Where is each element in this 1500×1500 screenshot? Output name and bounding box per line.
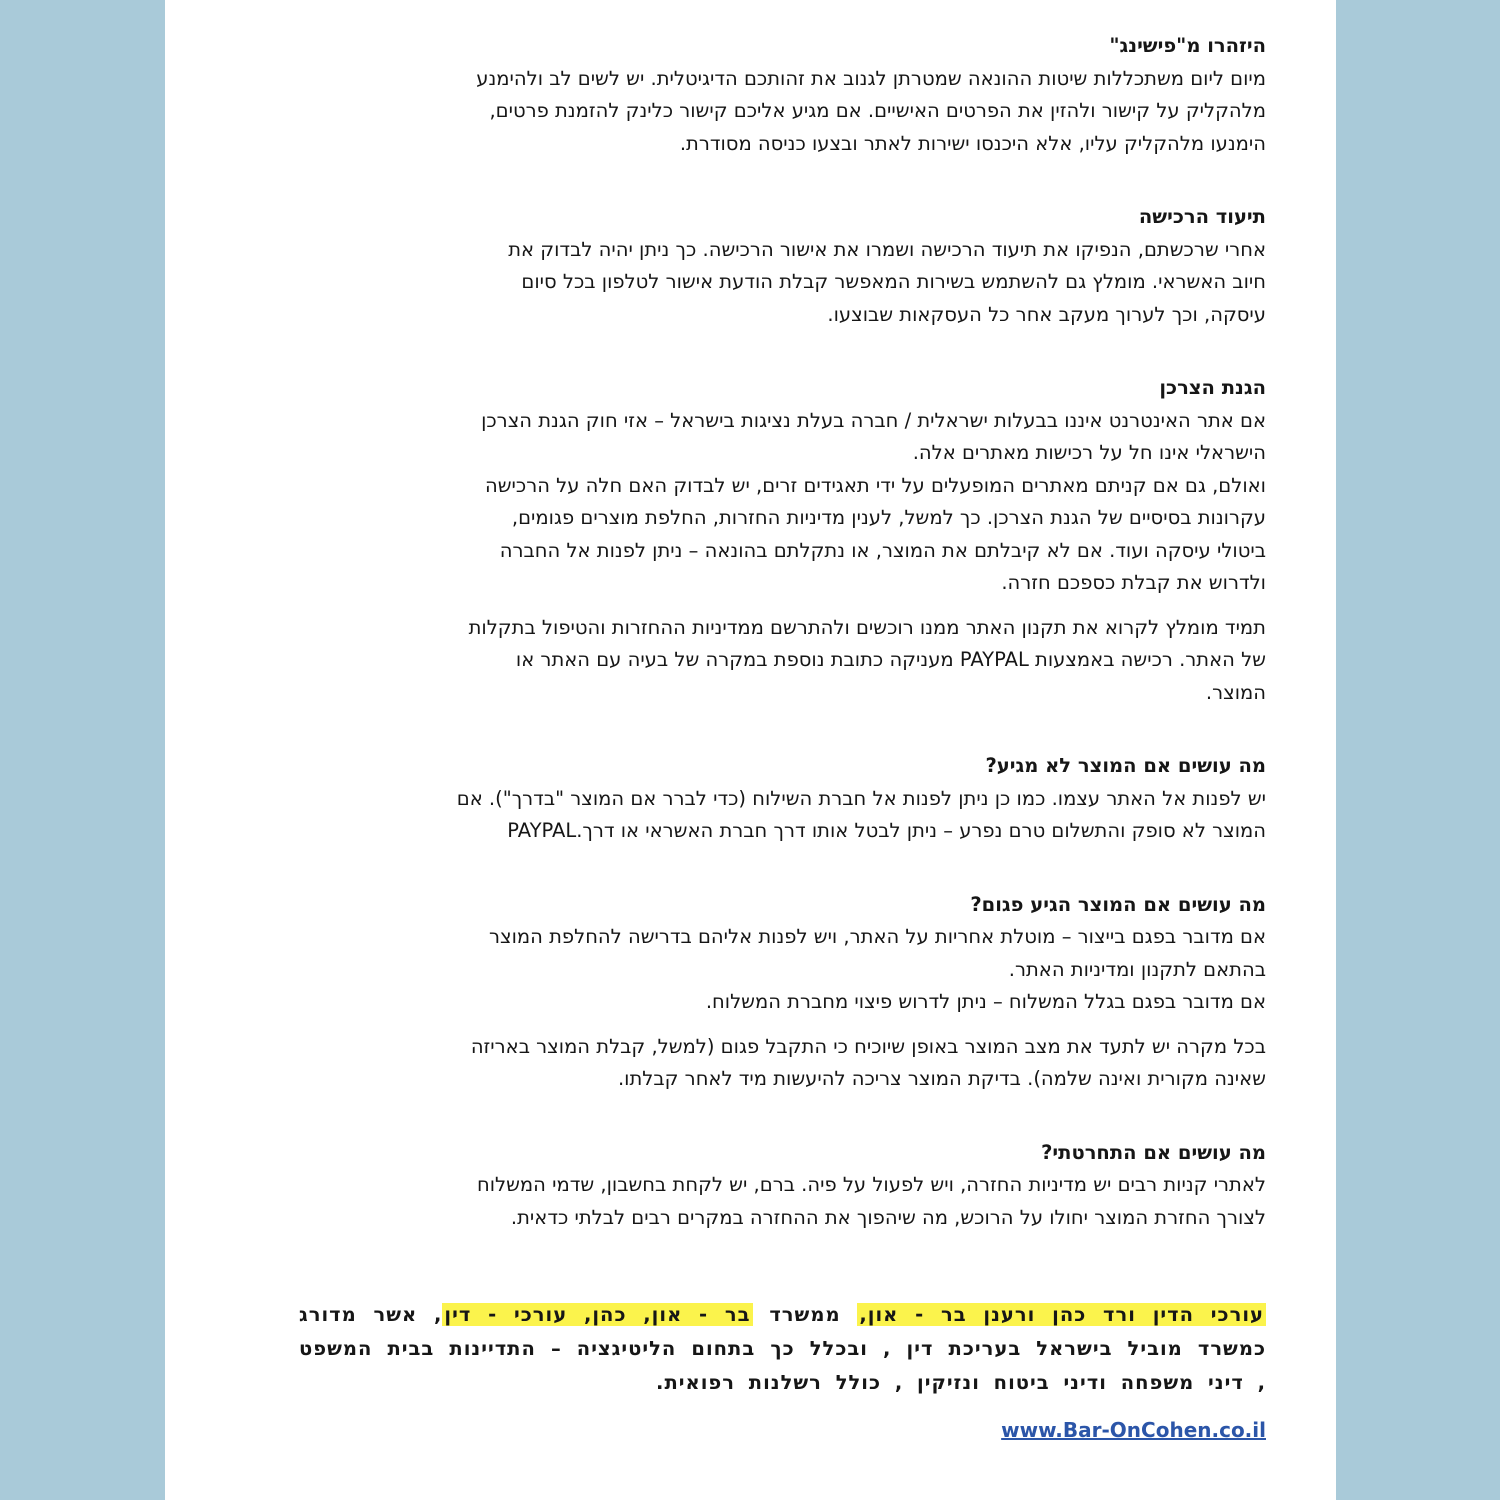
paragraph-line: של האתר. רכישה באמצעות PAYPAL מעניקה כתובת נוספת במקרה של בעיה עם האתר או [515,648,1266,671]
section-heading: מה עושים אם המוצר הגיע פגום? [970,892,1266,916]
section-consumer-protection [299,372,1266,709]
section-heading: תיעוד הרכישה [1138,205,1266,228]
section-product-damaged [299,889,1266,1096]
section-heading: הגנת הצרכן [1159,376,1266,399]
paragraph-line: עיסקה, וכך לערוך מעקב אחר כל העסקאות שבוצעו. [827,302,1266,326]
paragraph-line: ביטולי עיסקה ועוד. אם לא קיבלתם את המוצר, או נתקלתם בהונאה – ניתן לפנות אל החברה [499,538,1266,562]
highlight-lawyers-names: עורכי הדין ורד כהן ורענן בר - און, [859,1303,1264,1326]
paragraph-line: ואולם, גם אם קניתם מאתרים המופעלים על ידי תאגידים זרים, יש לבדוק האם חלה על הרכישה [484,473,1266,497]
document-page [165,0,1336,1500]
paragraph-line: הישראלי אינו חל על רכישות מאתרים אלה. [912,441,1266,464]
section-heading: היזהרו מ"פישינג" [1109,34,1266,57]
paragraph-line: אם מדובר בפגם בגלל המשלוח – ניתן לדרוש פיצוי מחברת המשלוח. [705,990,1266,1013]
paragraph-line: אם אתר האינטרנט איננו בבעלות ישראלית / חברה בעלת נציגות בישראל – אזי חוק הגנת הצרכן [481,408,1266,432]
paragraph-line: חיוב האשראי. מומלץ גם להשתמש בשירות המאפשר קבלת הודעת אישור לטלפון בכל סיום [521,270,1266,293]
section-heading: מה עושים אם התחרטתי? [1041,1140,1266,1164]
footer-text: , אשר מדורג כמשרד מוביל בישראל בעריכת דין , ובכלל כך בתחום הליטיגציה – התדיינות בבית המשפט , דיני משפחה ודיני ביטוח ונזיקין , כולל רשלנות רפואית. [299,1303,1266,1394]
paragraph-line: בכל מקרה יש לתעד את מצב המוצר באופן שיוכיח כי התקבל פגום (למשל, קבלת המוצר באריזה [470,1034,1266,1058]
paragraph-line: ולדרוש את קבלת כספכם חזרה. [1001,571,1266,594]
paragraph-line: עקרונות בסיסיים של הגנת הצרכן. כך למשל, לענין מדיניות החזרות, החלפת מוצרים פגומים, [511,506,1266,529]
paragraph-line: המוצר לא סופק והתשלום טרם נפרע – ניתן לבטל אותו דרך חברת האשראי או דרך.PAYPAL [507,819,1266,842]
paragraph-line: בהתאם לתקנון ומדיניות האתר. [1008,957,1266,981]
paragraph-line: יש לפנות אל האתר עצמו. כמו כן ניתן לפנות אל חברת השילוח (כדי לברר אם המוצר "בדרך"). אם [456,786,1266,810]
paragraph-line: המוצר. [1205,680,1266,704]
website-container [299,1414,1266,1448]
document-body [299,30,1266,1448]
paragraph-line: מלהקליק על קישור ולהזין את הפרטים האישיים. אם מגיע אליכם קישור כלינק להזמנת פרטים, [489,99,1266,122]
section-heading: מה עושים אם המוצר לא מגיע? [985,754,1266,777]
paragraph-line: שאינה מקורית ואינה שלמה). בדיקת המוצר צריכה להיעשות מיד לאחר קבלתו. [617,1067,1266,1090]
paragraph-line: מיום ליום משתכללות שיטות ההונאה שמטרתן לגנוב את זהותכם הדיגיטלית. יש לשים לב ולהימנע [476,66,1266,90]
paragraph-line: לצורך החזרת המוצר יחולו על הרוכש, מה שיהפוך את ההחזרה במקרים רבים לבלתי כדאית. [510,1205,1266,1229]
paragraph-line: תמיד מומלץ לקרוא את תקנון האתר ממנו רוכשים ולהתרשם ממדיניות ההחזרות והטיפול בתקלות [468,615,1266,639]
author-note [299,1298,1266,1400]
paragraph-line: הימנעו מלהקליק עליו, אלא היכנסו ישירות לאתר ובצעו כניסה מסודרת. [679,131,1266,155]
section-phishing [299,30,1266,160]
footer-text: ממשרד [752,1303,858,1326]
paragraph-line: אם מדובר בפגם בייצור – מוטלת אחריות על האתר, ויש לפנות אליהם בדרישה להחלפת המוצר [489,925,1266,948]
paragraph-line: אחרי שרכשתם, הנפיקו את תיעוד הרכישה ושמרו את אישור הרכישה. כך ניתן יהיה לבדוק את [508,237,1266,261]
section-regret [299,1137,1266,1235]
highlight-firm-name: בר - און, כהן, עורכי - דין [444,1303,751,1326]
section-purchase-documentation [299,201,1266,331]
paragraph-line: לאתרי קניות רבים יש מדיניות החזרה, ויש לפעול על פיה. ברם, יש לקחת בחשבון, שדמי המשלוח [476,1173,1266,1196]
website-link[interactable]: www.Bar-OnCohen.co.il [1001,1418,1266,1442]
section-product-not-arrived [299,750,1266,848]
